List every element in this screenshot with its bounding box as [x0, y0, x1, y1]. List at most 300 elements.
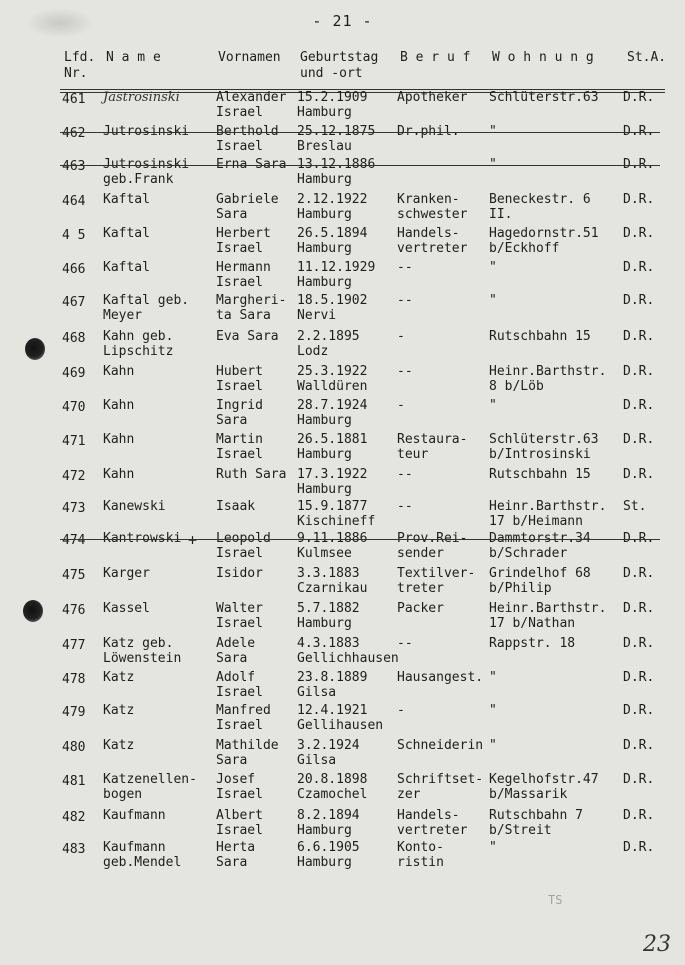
entry-beruf [397, 364, 413, 379]
entry-staatsangehoerigkeit: D.R. [623, 840, 655, 855]
entry-name-line: Katz [103, 703, 135, 718]
entry-name [103, 398, 134, 413]
entry-vornamen-line: Ingrid [216, 398, 263, 413]
entry-beruf-line: -- [397, 499, 413, 514]
entry-name [103, 772, 197, 802]
table-row [0, 124, 685, 158]
header-sta: St.A. [627, 50, 667, 65]
entry-wohnung-line: Rutschbahn 7 [489, 808, 583, 823]
table-row [0, 636, 685, 670]
entry-name-line: Kahn [103, 364, 135, 379]
entry-geburt-line: Hamburg [297, 447, 352, 462]
entry-staatsangehoerigkeit: D.R. [623, 738, 655, 753]
entry-beruf [397, 260, 413, 275]
entry-wohnung-line: Heinr.Barthstr. [489, 499, 607, 514]
entry-beruf-line: -- [397, 260, 413, 275]
entry-vornamen-line: Israel [216, 379, 263, 394]
entry-geburt [297, 329, 360, 359]
entry-vornamen-line: Martin [216, 432, 263, 447]
entry-geburt [297, 703, 383, 733]
table-row [0, 329, 685, 363]
entry-wohnung-line: Heinr.Barthstr. [489, 364, 607, 379]
entry-staatsangehoerigkeit: D.R. [623, 329, 655, 344]
entry-vornamen-line: Hermann [216, 260, 271, 275]
table-row [0, 364, 685, 398]
entry-wohnung-line: Heinr.Barthstr. [489, 601, 607, 616]
entry-vornamen [216, 772, 263, 802]
entry-wohnung-line: " [489, 293, 497, 308]
entry-name-line: bogen [103, 787, 143, 802]
entry-number: 481 [62, 774, 86, 789]
entry-name-line: Katzenellen- [103, 772, 197, 787]
entry-geburt-line: 20.8.1898 [297, 772, 368, 787]
entry-geburt-line: Kulmsee [297, 546, 352, 561]
entry-beruf-line: sender [397, 546, 444, 561]
entry-name-line: Jutrosinski [103, 124, 190, 139]
entry-vornamen-line: Israel [216, 447, 263, 462]
entry-wohnung-line: b/Eckhoff [489, 241, 560, 256]
entry-geburt-line: Walldüren [297, 379, 368, 394]
entry-geburt-line: 3.3.1883 [297, 566, 360, 581]
entry-name [103, 566, 150, 581]
entry-vornamen-line: Berthold [216, 124, 279, 139]
entry-vornamen-line: Mathilde [216, 738, 279, 753]
entry-staatsangehoerigkeit: D.R. [623, 636, 655, 651]
entry-wohnung [489, 703, 497, 718]
entry-beruf [397, 192, 467, 222]
entry-staatsangehoerigkeit: D.R. [623, 226, 655, 241]
entry-vornamen-line: Sara [216, 413, 248, 428]
archive-stamp: TS [548, 893, 563, 907]
entry-name-line: Kaftal [103, 226, 150, 241]
entry-wohnung [489, 467, 591, 482]
entry-vornamen-line: Herta [216, 840, 256, 855]
strikethrough-line [60, 132, 660, 133]
entry-name-line: Kanewski [103, 499, 166, 514]
table-row [0, 192, 685, 226]
entry-beruf-line: Handels- [397, 808, 460, 823]
entry-name-line: Kahn geb. [103, 329, 174, 344]
entry-staatsangehoerigkeit: D.R. [623, 157, 655, 172]
entry-number: 472 [62, 469, 86, 484]
handwritten-page-number: 23 [643, 932, 671, 957]
entry-wohnung [489, 293, 497, 308]
entry-number: 466 [62, 262, 86, 277]
entry-vornamen-line: Sara [216, 753, 248, 768]
entry-number: 461 [62, 92, 86, 107]
entry-name [103, 601, 150, 616]
table-row [0, 432, 685, 466]
table-row [0, 398, 685, 432]
entry-vornamen-line: Israel [216, 787, 263, 802]
entry-wohnung-line: Beneckestr. 6 [489, 192, 591, 207]
entry-beruf-line: vertreter [397, 823, 468, 838]
entry-beruf-line: -- [397, 293, 413, 308]
entry-geburt [297, 226, 367, 256]
entry-wohnung [489, 808, 583, 838]
entry-wohnung-line: " [489, 260, 497, 275]
entry-geburt-line: 12.4.1921 [297, 703, 368, 718]
entry-vornamen-line: Israel [216, 105, 263, 120]
table-row [0, 467, 685, 501]
entry-wohnung [489, 531, 591, 561]
entry-staatsangehoerigkeit: D.R. [623, 398, 655, 413]
table-row [0, 566, 685, 600]
entry-name [103, 90, 180, 105]
entry-geburt-line: Gilsa [297, 685, 337, 700]
entry-name-line: geb.Mendel [103, 855, 182, 870]
entry-name-line: Karger [103, 566, 150, 581]
entry-geburt [297, 738, 360, 768]
entry-vornamen [216, 499, 255, 514]
entry-geburt-line: 9.11.1886 [297, 531, 368, 546]
entry-geburt [297, 840, 360, 870]
entry-vornamen-line: Israel [216, 546, 263, 561]
entry-geburt-line: 23.8.1889 [297, 670, 368, 685]
entry-wohnung [489, 398, 497, 413]
entry-geburt [297, 499, 375, 529]
entry-name [103, 157, 189, 187]
entry-name [103, 499, 166, 514]
entry-staatsangehoerigkeit: D.R. [623, 192, 655, 207]
entry-geburt-line: Hamburg [297, 207, 352, 222]
entry-vornamen-line: ta Sara [216, 308, 271, 323]
entry-name-line: Kahn [103, 398, 135, 413]
entry-geburt-line: 17.3.1922 [297, 467, 368, 482]
table-row [0, 808, 685, 842]
entry-vornamen-line: Israel [216, 718, 263, 733]
entry-number: 4 5 [62, 228, 86, 243]
entry-name [103, 260, 150, 275]
entry-wohnung-line: " [489, 398, 497, 413]
entry-staatsangehoerigkeit: D.R. [623, 808, 655, 823]
entry-number: 478 [62, 672, 86, 687]
entry-name-line: Kahn [103, 432, 135, 447]
entry-beruf [397, 670, 483, 685]
entry-vornamen [216, 670, 263, 700]
entry-wohnung [489, 601, 606, 631]
entry-geburt-line: Gellihausen [297, 718, 384, 733]
entry-name [103, 329, 173, 359]
entry-beruf [397, 840, 444, 870]
entry-geburt [297, 293, 367, 323]
table-row [0, 260, 685, 294]
entry-vornamen [216, 531, 271, 561]
entry-wohnung-line: Schlüterstr.63 [489, 90, 599, 105]
entry-wohnung-line: 8 b/Löb [489, 379, 544, 394]
entry-wohnung [489, 364, 606, 394]
entry-beruf [397, 293, 413, 308]
entry-vornamen-line: Albert [216, 808, 263, 823]
entry-vornamen-line: Herbert [216, 226, 271, 241]
entry-vornamen-line: Israel [216, 241, 263, 256]
entry-name [103, 840, 181, 870]
entry-number: 473 [62, 501, 86, 516]
entry-name [103, 703, 134, 718]
entry-name-line: Kantrowski [103, 531, 182, 546]
entry-wohnung [489, 670, 497, 685]
entry-staatsangehoerigkeit: D.R. [623, 260, 655, 275]
entry-number: 475 [62, 568, 86, 583]
entry-vornamen [216, 226, 271, 256]
entry-beruf-line: vertreter [397, 241, 468, 256]
entry-vornamen [216, 364, 263, 394]
entry-geburt [297, 566, 367, 596]
entry-geburt-line: Hamburg [297, 855, 352, 870]
entry-beruf-line: -- [397, 636, 413, 651]
entry-geburt-line: 2.2.1895 [297, 329, 360, 344]
entry-vornamen-line: Erna Sara [216, 157, 287, 172]
entry-vornamen-line: Israel [216, 616, 263, 631]
entry-vornamen-line: Sara [216, 651, 248, 666]
entry-beruf-line: Schneiderin [397, 738, 484, 753]
entry-beruf [397, 703, 405, 718]
table-row [0, 601, 685, 635]
entry-beruf-line: Prov.Rei- [397, 531, 468, 546]
entry-beruf [397, 226, 467, 256]
entry-geburt [297, 808, 360, 838]
strikethrough-line [60, 165, 660, 166]
entry-wohnung [489, 772, 599, 802]
entry-beruf-line: Dr.phil. [397, 124, 460, 139]
entry-geburt-line: 13.12.1886 [297, 157, 376, 172]
punch-hole-top [25, 338, 45, 360]
entry-number: 476 [62, 603, 86, 618]
entry-vornamen [216, 703, 271, 733]
entry-geburt-line: 3.2.1924 [297, 738, 360, 753]
entry-name [103, 670, 134, 685]
entry-name-line: Meyer [103, 308, 143, 323]
entry-beruf-line: - [397, 329, 405, 344]
entry-wohnung [489, 329, 591, 344]
entry-beruf [397, 329, 405, 344]
entry-geburt-line: Lodz [297, 344, 329, 359]
entry-geburt-line: Hamburg [297, 275, 352, 290]
header-wohnung: W o h n u n g [492, 50, 594, 65]
entry-number: 474 [62, 533, 86, 548]
entry-vornamen [216, 398, 263, 428]
entry-beruf-line: ristin [397, 855, 444, 870]
entry-vornamen [216, 329, 279, 344]
entry-vornamen [216, 192, 279, 222]
entry-vornamen-line: Ruth Sara [216, 467, 287, 482]
entry-wohnung-line: Kegelhofstr.47 [489, 772, 599, 787]
entry-wohnung [489, 432, 599, 462]
entry-vornamen-line: Hubert [216, 364, 263, 379]
entry-number: 467 [62, 295, 86, 310]
entry-geburt-line: 15.9.1877 [297, 499, 368, 514]
entry-staatsangehoerigkeit: D.R. [623, 531, 655, 546]
entry-vornamen-line: Adele [216, 636, 256, 651]
entry-staatsangehoerigkeit: D.R. [623, 432, 655, 447]
entry-vornamen [216, 601, 263, 631]
table-row [0, 738, 685, 772]
entry-name [103, 192, 150, 207]
entry-vornamen-line: Israel [216, 275, 263, 290]
page-number: - 21 - [312, 12, 373, 30]
entry-name-line: Kassel [103, 601, 150, 616]
entry-geburt [297, 432, 367, 462]
entry-vornamen-line: Manfred [216, 703, 271, 718]
entry-number: 471 [62, 434, 86, 449]
entry-staatsangehoerigkeit: D.R. [623, 772, 655, 787]
entry-geburt-line: 2.12.1922 [297, 192, 368, 207]
entry-wohnung-line: b/Massarik [489, 787, 568, 802]
entry-beruf [397, 808, 467, 838]
entry-staatsangehoerigkeit: D.R. [623, 566, 655, 581]
table-row [0, 499, 685, 533]
entry-number: 482 [62, 810, 86, 825]
entry-beruf-line: schwester [397, 207, 468, 222]
header-vornamen: Vornamen [218, 50, 281, 65]
header-beruf: B e r u f [400, 50, 471, 65]
entry-geburt-line: Hamburg [297, 105, 352, 120]
entry-vornamen [216, 432, 263, 462]
entry-wohnung-line: " [489, 670, 497, 685]
entry-geburt [297, 670, 367, 700]
header-lfd-nr: Lfd. Nr. [64, 50, 96, 81]
entry-number: 464 [62, 194, 86, 209]
entry-name-line: Jastrosinski [103, 90, 180, 105]
table-row [0, 293, 685, 327]
entry-geburt [297, 157, 375, 187]
entry-number: 479 [62, 705, 86, 720]
entry-beruf [397, 601, 444, 616]
entry-name [103, 808, 166, 823]
table-row [0, 670, 685, 704]
entry-beruf-line: Schriftset- [397, 772, 484, 787]
entry-vornamen [216, 566, 263, 581]
entry-geburt-line: Hamburg [297, 413, 352, 428]
entry-vornamen-line: Israel [216, 685, 263, 700]
entry-beruf-line: Apotheker [397, 90, 468, 105]
entry-wohnung-line: " [489, 703, 497, 718]
entry-beruf-line: - [397, 398, 405, 413]
entry-vornamen [216, 124, 279, 154]
entry-name-line: geb.Frank [103, 172, 174, 187]
entry-vornamen [216, 260, 271, 290]
entry-geburt-line: Hamburg [297, 482, 352, 497]
entry-vornamen-line: Sara [216, 207, 248, 222]
entry-name-line: Löwenstein [103, 651, 182, 666]
entry-beruf [397, 636, 413, 651]
entry-vornamen-line: Israel [216, 139, 263, 154]
entry-wohnung-line: Rappstr. 18 [489, 636, 576, 651]
entry-beruf-line: -- [397, 364, 413, 379]
entry-geburt-line: 6.6.1905 [297, 840, 360, 855]
entry-wohnung-line: Rutschbahn 15 [489, 329, 591, 344]
entry-number: 468 [62, 331, 86, 346]
entry-geburt [297, 398, 367, 428]
entry-geburt-line: Hamburg [297, 616, 352, 631]
entry-vornamen-line: Eva Sara [216, 329, 279, 344]
entry-geburt-line: 25.12.1875 [297, 124, 376, 139]
entry-geburt-line: 18.5.1902 [297, 293, 368, 308]
entry-number: 480 [62, 740, 86, 755]
entry-staatsangehoerigkeit: D.R. [623, 467, 655, 482]
entry-number: 469 [62, 366, 86, 381]
table-row [0, 226, 685, 260]
entry-geburt [297, 192, 367, 222]
entry-staatsangehoerigkeit: D.R. [623, 601, 655, 616]
entry-wohnung-line: 17 b/Nathan [489, 616, 576, 631]
entry-wohnung-line: b/Streit [489, 823, 552, 838]
entry-geburt-line: 8.2.1894 [297, 808, 360, 823]
entry-vornamen-line: Gabriele [216, 192, 279, 207]
entry-beruf [397, 566, 475, 596]
entry-wohnung-line: " [489, 124, 497, 139]
entry-wohnung [489, 840, 497, 855]
entry-wohnung-line: " [489, 840, 497, 855]
entry-wohnung-line: Schlüterstr.63 [489, 432, 599, 447]
entry-name [103, 738, 134, 753]
entry-name-line: Kaftal [103, 260, 150, 275]
entry-name [103, 432, 134, 447]
entry-vornamen-line: Margheri- [216, 293, 287, 308]
entry-beruf [397, 467, 413, 482]
table-row [0, 157, 685, 191]
entry-geburt [297, 364, 367, 394]
entry-name-line: Katz [103, 738, 135, 753]
entry-beruf [397, 531, 467, 561]
entry-beruf-line: Kranken- [397, 192, 460, 207]
entry-staatsangehoerigkeit: D.R. [623, 364, 655, 379]
entry-number: 477 [62, 638, 86, 653]
table-row [0, 531, 685, 565]
table-row [0, 90, 685, 124]
entry-geburt [297, 531, 367, 561]
entry-wohnung [489, 226, 599, 256]
entry-wohnung-line: Hagedornstr.51 [489, 226, 599, 241]
punch-hole-bottom [23, 600, 43, 622]
entry-beruf-line: teur [397, 447, 429, 462]
entry-geburt-line: Breslau [297, 139, 352, 154]
entry-staatsangehoerigkeit: D.R. [623, 670, 655, 685]
entry-wohnung [489, 260, 497, 275]
entry-beruf [397, 398, 405, 413]
entry-geburt-line: Hamburg [297, 241, 352, 256]
entry-name-line: Jutrosinski [103, 157, 190, 172]
entry-wohnung-line: Grindelhof 68 [489, 566, 591, 581]
entry-staatsangehoerigkeit: D.R. [623, 90, 655, 105]
entry-beruf [397, 738, 483, 753]
entry-name-line: Kaufmann [103, 840, 166, 855]
entry-beruf-line: treter [397, 581, 444, 596]
entry-geburt [297, 467, 367, 497]
entry-name [103, 226, 150, 241]
entry-wohnung-line: 17 b/Heimann [489, 514, 583, 529]
entry-beruf-line: Hausangest. [397, 670, 484, 685]
entry-geburt-line: 28.7.1924 [297, 398, 368, 413]
entry-beruf-line: Packer [397, 601, 444, 616]
entry-wohnung [489, 636, 575, 651]
entry-geburt [297, 90, 367, 120]
entry-geburt-line: Gellichhausen [297, 651, 399, 666]
entry-geburt-line: Hamburg [297, 172, 352, 187]
entry-beruf [397, 432, 467, 462]
entry-vornamen [216, 467, 286, 482]
entry-geburt-line: Czamochel [297, 787, 368, 802]
entry-wohnung-line: Dammtorstr.34 [489, 531, 591, 546]
entry-wohnung-line: " [489, 157, 497, 172]
entry-beruf [397, 90, 467, 105]
entry-name-line: Kaufmann [103, 808, 166, 823]
table-row [0, 703, 685, 737]
entry-name-line: Kaftal [103, 192, 150, 207]
entry-vornamen [216, 840, 255, 870]
entry-beruf [397, 772, 483, 802]
entry-geburt-line: Czarnikau [297, 581, 368, 596]
